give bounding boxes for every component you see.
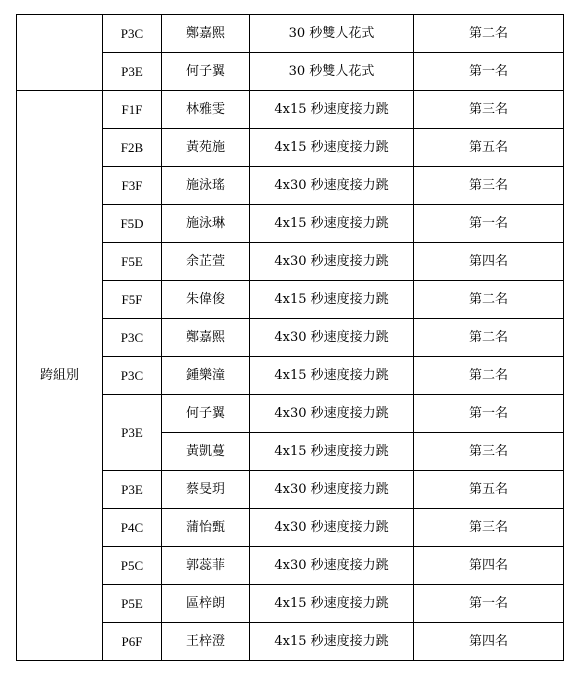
event-cell: 4x15 秒速度接力跳 xyxy=(250,585,414,623)
name-cell: 林雅雯 xyxy=(162,91,250,129)
name-cell: 蒲怡甄 xyxy=(162,509,250,547)
rank-cell: 第一名 xyxy=(414,395,564,433)
event-cell: 30 秒雙人花式 xyxy=(250,15,414,53)
name-cell: 何子翼 xyxy=(162,395,250,433)
rank-cell: 第二名 xyxy=(414,281,564,319)
name-cell: 蔡旻玥 xyxy=(162,471,250,509)
rank-cell: 第二名 xyxy=(414,15,564,53)
class-cell: P3E xyxy=(103,395,162,471)
event-cell: 4x15 秒速度接力跳 xyxy=(250,205,414,243)
event-cell: 4x30 秒速度接力跳 xyxy=(250,471,414,509)
name-cell: 鍾樂潼 xyxy=(162,357,250,395)
name-cell: 鄭嘉熙 xyxy=(162,15,250,53)
name-cell: 施泳瑤 xyxy=(162,167,250,205)
event-cell: 4x15 秒速度接力跳 xyxy=(250,357,414,395)
class-cell: P5E xyxy=(103,585,162,623)
rank-cell: 第四名 xyxy=(414,623,564,661)
rank-cell: 第四名 xyxy=(414,243,564,281)
event-cell: 4x15 秒速度接力跳 xyxy=(250,433,414,471)
class-cell: F2B xyxy=(103,129,162,167)
class-cell: F5D xyxy=(103,205,162,243)
group-label xyxy=(17,15,103,91)
rank-cell: 第一名 xyxy=(414,585,564,623)
name-cell: 余芷萱 xyxy=(162,243,250,281)
name-cell: 黃凱蔓 xyxy=(162,433,250,471)
event-cell: 4x30 秒速度接力跳 xyxy=(250,243,414,281)
rank-cell: 第三名 xyxy=(414,509,564,547)
class-cell: F3F xyxy=(103,167,162,205)
rank-cell: 第四名 xyxy=(414,547,564,585)
name-cell: 黃苑施 xyxy=(162,129,250,167)
class-cell: P6F xyxy=(103,623,162,661)
name-cell: 何子翼 xyxy=(162,53,250,91)
class-cell: P3E xyxy=(103,53,162,91)
event-cell: 4x15 秒速度接力跳 xyxy=(250,281,414,319)
class-cell: P3C xyxy=(103,319,162,357)
class-cell: P3E xyxy=(103,471,162,509)
rank-cell: 第三名 xyxy=(414,167,564,205)
class-cell: F5E xyxy=(103,243,162,281)
class-cell: P3C xyxy=(103,15,162,53)
event-cell: 4x15 秒速度接力跳 xyxy=(250,91,414,129)
class-cell: F1F xyxy=(103,91,162,129)
class-cell: F5F xyxy=(103,281,162,319)
rank-cell: 第三名 xyxy=(414,433,564,471)
name-cell: 區梓朗 xyxy=(162,585,250,623)
class-cell: P5C xyxy=(103,547,162,585)
event-cell: 4x15 秒速度接力跳 xyxy=(250,129,414,167)
name-cell: 王梓澄 xyxy=(162,623,250,661)
class-cell: P4C xyxy=(103,509,162,547)
event-cell: 30 秒雙人花式 xyxy=(250,53,414,91)
class-cell: P3C xyxy=(103,357,162,395)
rank-cell: 第一名 xyxy=(414,53,564,91)
table-row xyxy=(17,15,564,53)
table-row xyxy=(17,91,564,129)
event-cell: 4x30 秒速度接力跳 xyxy=(250,167,414,205)
rank-cell: 第一名 xyxy=(414,205,564,243)
event-cell: 4x30 秒速度接力跳 xyxy=(250,509,414,547)
name-cell: 朱偉俊 xyxy=(162,281,250,319)
rank-cell: 第二名 xyxy=(414,319,564,357)
event-cell: 4x15 秒速度接力跳 xyxy=(250,623,414,661)
results-table xyxy=(16,14,564,661)
rank-cell: 第五名 xyxy=(414,471,564,509)
name-cell: 郭蕊菲 xyxy=(162,547,250,585)
event-cell: 4x30 秒速度接力跳 xyxy=(250,547,414,585)
name-cell: 施泳琳 xyxy=(162,205,250,243)
event-cell: 4x30 秒速度接力跳 xyxy=(250,395,414,433)
rank-cell: 第五名 xyxy=(414,129,564,167)
group-label: 跨組別 xyxy=(17,91,103,661)
rank-cell: 第二名 xyxy=(414,357,564,395)
name-cell: 鄭嘉熙 xyxy=(162,319,250,357)
rank-cell: 第三名 xyxy=(414,91,564,129)
event-cell: 4x30 秒速度接力跳 xyxy=(250,319,414,357)
